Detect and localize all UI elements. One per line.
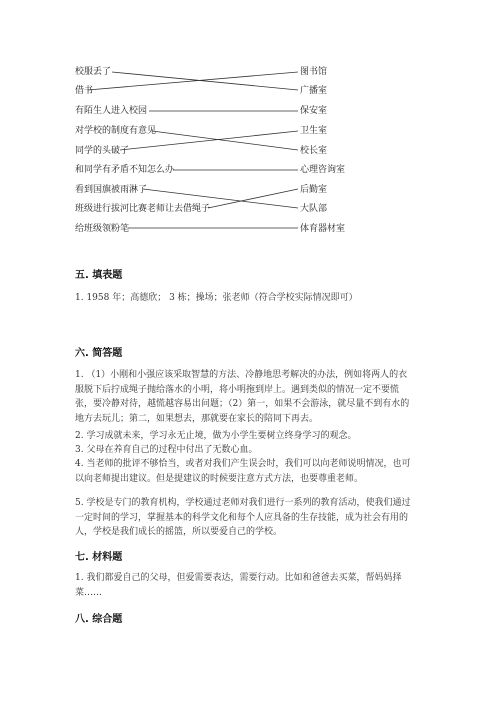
answer-paragraph: 1. 我们都爱自己的父母，但爱需要表达，需要行动。比如和爸爸去买菜，帮妈妈择菜…… xyxy=(75,573,402,598)
match-left-item: 看到国旗被雨淋了 xyxy=(75,185,148,195)
match-right-item: 广播室 xyxy=(300,86,328,96)
match-right-item: 体育器材室 xyxy=(300,224,346,234)
match-left-item: 校服丢了 xyxy=(75,67,112,77)
matching-exercise xyxy=(0,0,500,250)
section-title-material: 七. 材料题 xyxy=(75,552,123,563)
answer-paragraph: 3. 父母在养育自己的过程中付出了无数心血。 xyxy=(75,445,258,455)
answer-paragraph: 5. 学校是专门的教育机构，学校通过老师对我们进行一系列的教育活动，使我们通过一定时间的学习，掌握基本的科学文化和每个人应具备的生存技能，成为社会有用的人，学校是我们成长的摇篮，所以要爱自己的学校。 xyxy=(75,498,411,537)
match-right-item: 大队部 xyxy=(300,204,328,214)
section-title-short-answer: 六. 简答题 xyxy=(75,348,123,359)
match-left-item: 借书 xyxy=(75,86,94,96)
answer-paragraph: 4. 当老师的批评不够恰当，或者对我们产生误会时，我们可以向老师说明情况，也可以向老师提出建议。但是提建议的时候要注意方式方法，也要尊重老师。 xyxy=(75,459,411,484)
answer-paragraph: 2. 学习成就未来，学习永无止境，做为小学生要树立终身学习的观念。 xyxy=(75,431,357,441)
match-right-item: 后勤室 xyxy=(300,185,328,195)
section-title-comprehensive: 八. 综合题 xyxy=(75,614,123,625)
match-left-item: 和同学有矛盾不知怎么办 xyxy=(75,165,175,175)
match-left-item: 班级进行拔河比赛老师让去借绳子 xyxy=(75,204,211,214)
section-title-fill: 五. 填表题 xyxy=(75,270,123,281)
answer-paragraph: 1. 1958 年；高德欣； 3 栋；操场；张老师（符合学校实际情况即可） xyxy=(75,293,358,303)
match-right-item: 校长室 xyxy=(300,146,328,156)
match-left-item: 给班级领粉笔 xyxy=(75,224,130,234)
match-right-item: 图书馆 xyxy=(300,67,328,77)
match-left-item: 同学的头破了 xyxy=(75,146,130,156)
answer-paragraph: 1. （1）小刚和小强应该采取智慧的方法、冷静地思考解决的办法，例如将两人的衣服脱下后拧成绳子抛给落水的小明，将小明拖到岸上。遇到类似的情况一定不要慌张，要冷静对待，越慌越容易出问题；（2）第一，如果不会游泳，就尽量不到有水的地方去玩儿；第二，如果想去，那就要在家长的陪同下再去。 xyxy=(75,370,410,424)
connector-line xyxy=(152,131,298,150)
match-right-item: 卫生室 xyxy=(300,126,328,136)
match-left-item: 对学校的制度有意见 xyxy=(75,126,157,136)
match-right-item: 心理咨询室 xyxy=(300,165,346,175)
match-right-item: 保安室 xyxy=(300,106,328,116)
match-left-item: 有陌生人进入校园 xyxy=(75,106,148,116)
